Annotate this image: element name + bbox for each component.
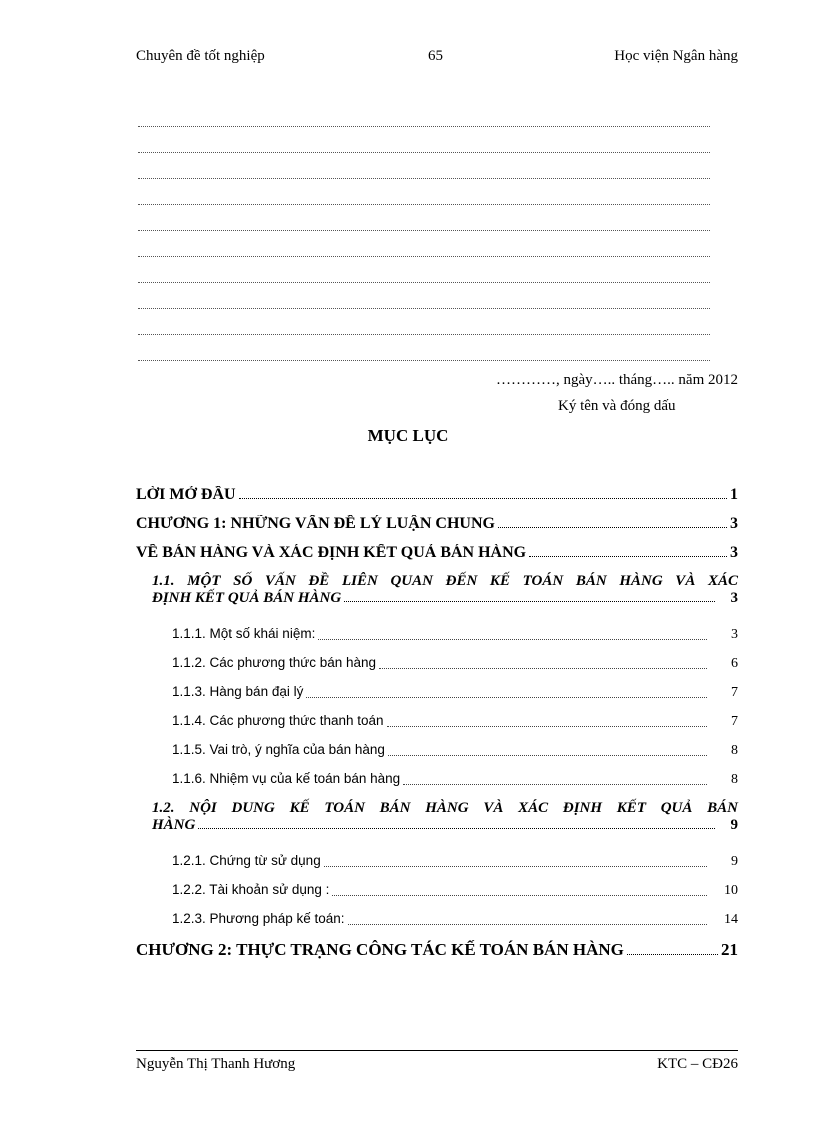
blank-line bbox=[138, 358, 710, 361]
toc-page-number: 10 bbox=[724, 883, 738, 898]
blank-line bbox=[138, 150, 710, 153]
blank-line bbox=[138, 280, 710, 283]
toc-leader bbox=[306, 696, 707, 698]
toc-page-number: 21 bbox=[721, 940, 738, 959]
toc-entry-text: 1.2.1. Chứng từ sử dụng bbox=[172, 853, 321, 868]
toc-entry[interactable] bbox=[172, 853, 738, 870]
toc-section-entry[interactable] bbox=[152, 800, 738, 834]
blank-line bbox=[138, 228, 710, 231]
blank-line bbox=[138, 306, 710, 309]
toc-page-number: 3 bbox=[730, 590, 738, 606]
toc-entry-text: 1.1.6. Nhiệm vụ của kế toán bán hàng bbox=[172, 771, 401, 786]
blank-line bbox=[138, 176, 710, 179]
toc-entry-text: 1.1.4. Các phương thức thanh toán bbox=[172, 713, 384, 728]
toc-entry-text: 1.1.3. Hàng bán đại lý bbox=[172, 684, 304, 699]
toc-leader bbox=[348, 923, 707, 925]
toc-page-number: 1 bbox=[730, 486, 738, 503]
toc-entry-text: 1.1.5. Vai trò, ý nghĩa của bán hàng bbox=[172, 742, 385, 757]
toc-page-number: 9 bbox=[730, 817, 738, 833]
toc-leader bbox=[324, 865, 707, 867]
toc-leader bbox=[387, 725, 707, 727]
toc-leader bbox=[318, 638, 707, 640]
toc-entry[interactable] bbox=[136, 515, 738, 533]
toc-entry-text-cont: HÀNG bbox=[152, 817, 196, 833]
toc-leader bbox=[379, 667, 707, 669]
toc-leader bbox=[403, 783, 707, 785]
toc-entry[interactable] bbox=[136, 940, 738, 960]
toc-entry[interactable] bbox=[172, 882, 738, 899]
toc-entry-text: 1.1.1. Một số khái niệm: bbox=[172, 626, 316, 641]
toc-page-number: 8 bbox=[731, 772, 738, 787]
blank-line bbox=[138, 332, 710, 335]
toc-page-number: 7 bbox=[731, 685, 738, 700]
toc-entry-text: CHƯƠNG 1: NHỮNG VẤN ĐỀ LÝ LUẬN CHUNG bbox=[136, 515, 495, 532]
header-title: Chuyên đề tốt nghiệp bbox=[136, 48, 265, 64]
toc-section-entry[interactable] bbox=[152, 573, 738, 607]
toc-entry[interactable] bbox=[172, 742, 738, 759]
footer-rule bbox=[136, 1050, 738, 1051]
toc-page-number: 6 bbox=[731, 656, 738, 671]
toc-entry[interactable] bbox=[172, 911, 738, 928]
blank-line bbox=[138, 254, 710, 257]
toc-leader bbox=[198, 827, 715, 829]
toc-entry[interactable] bbox=[172, 655, 738, 672]
toc-page-number: 7 bbox=[731, 714, 738, 729]
date-line: …………, ngày….. tháng….. năm 2012 bbox=[495, 372, 738, 388]
toc-entry-text: VỀ BÁN HÀNG VÀ XÁC ĐỊNH KẾT QUẢ BÁN HÀNG bbox=[136, 544, 527, 561]
footer-class: KTC – CĐ26 bbox=[657, 1056, 738, 1072]
toc-title: MỤC LỤC bbox=[367, 426, 449, 445]
toc-page-number: 3 bbox=[730, 544, 738, 561]
toc-leader bbox=[332, 894, 707, 896]
header-institution: Học viện Ngân hàng bbox=[614, 48, 738, 64]
toc-entry-text: CHƯƠNG 2: THỰC TRẠNG CÔNG TÁC KẾ TOÁN BÁN HÀNG bbox=[136, 940, 624, 959]
blank-line bbox=[138, 202, 710, 205]
header-page-number: 65 bbox=[428, 48, 443, 64]
toc-entry[interactable] bbox=[136, 544, 738, 562]
toc-entry-text: 1.1.2. Các phương thức bán hàng bbox=[172, 655, 377, 670]
signature-label: Ký tên và đóng dấu bbox=[558, 398, 676, 414]
blank-line bbox=[138, 124, 710, 127]
toc-entry-text: 1.1. MỘT SỐ VẤN ĐỀ LIÊN QUAN ĐẾN KẾ TOÁN BÁN HÀNG VÀ XÁC bbox=[152, 573, 738, 589]
toc-page-number: 14 bbox=[724, 912, 738, 927]
page-footer bbox=[136, 1056, 738, 1078]
toc-entry[interactable] bbox=[172, 684, 738, 701]
toc-entry-text: 1.2.3. Phương pháp kế toán: bbox=[172, 911, 345, 926]
footer-author: Nguyễn Thị Thanh Hương bbox=[136, 1056, 296, 1072]
toc-entry[interactable] bbox=[172, 771, 738, 788]
toc-page-number: 8 bbox=[731, 743, 738, 758]
toc-page-number: 3 bbox=[730, 515, 738, 532]
toc-leader bbox=[627, 953, 718, 955]
toc-entry-text: 1.2. NỘI DUNG KẾ TOÁN BÁN HÀNG VÀ XÁC ĐỊNH KẾT QUẢ BÁN bbox=[152, 800, 738, 816]
toc-entry[interactable] bbox=[172, 626, 738, 643]
toc-entry-text: 1.2.2. Tài khoản sử dụng : bbox=[172, 882, 330, 897]
toc-page-number: 3 bbox=[731, 627, 738, 642]
toc-leader bbox=[344, 600, 715, 602]
page-header bbox=[136, 48, 738, 70]
toc-leader bbox=[239, 497, 727, 499]
toc-page-number: 9 bbox=[731, 854, 738, 869]
toc-entry[interactable] bbox=[172, 713, 738, 730]
toc-leader bbox=[388, 754, 707, 756]
toc-entry-text: LỜI MỞ ĐẦU bbox=[136, 486, 236, 503]
toc-leader bbox=[529, 555, 727, 557]
toc-leader bbox=[498, 526, 727, 528]
toc-entry[interactable] bbox=[136, 486, 738, 504]
toc-entry-text-cont: ĐỊNH KẾT QUẢ BÁN HÀNG bbox=[152, 590, 342, 606]
